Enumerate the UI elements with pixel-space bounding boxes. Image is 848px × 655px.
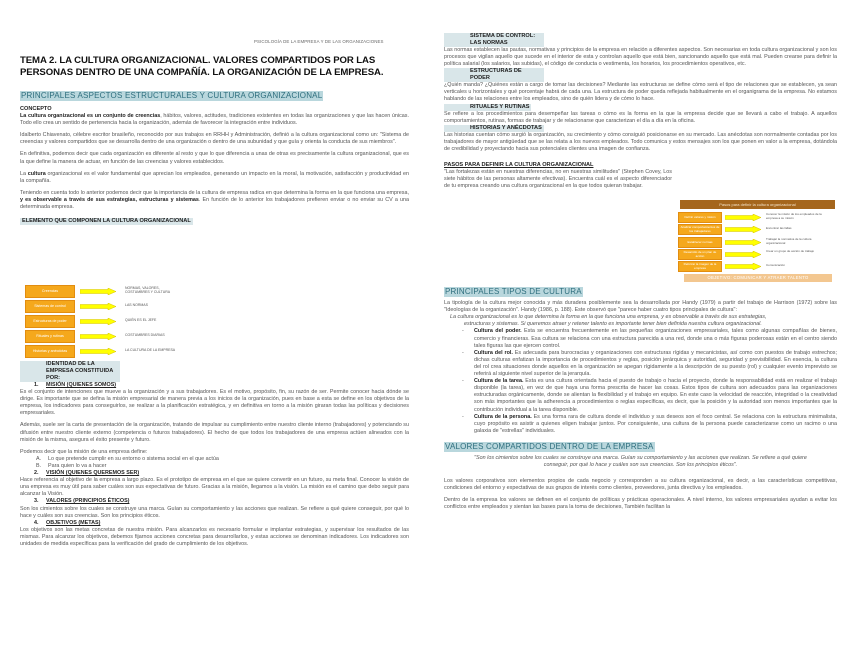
valores-paragraph: Son los cimientos sobre los cuales se construye una marca. Guían su comportamiento y las acciones que realizan. Se refiere a qué quiere conseguir, por qué lo hace y cuáles son sus creencias. Son los principios éticos. (20, 505, 409, 519)
arrow-right-icon (725, 226, 761, 233)
arrow-right-icon (725, 251, 761, 258)
historias-heading: HISTORIAS Y ANÉCDOTAS (444, 125, 544, 132)
historias-paragraph: Las historias cuentan cómo surgió la organización, su crecimiento y cómo consiguió posicionarse en su mercado. Las anécdotas son normalmente contadas por los trabajadores de mayor antigüedad que se las relata a los nuevos empleados. Todo comunica y estos mensajes son los que ponen en valor a la empresa, dotándola de credibilidad y proyectando hacia sus potenciales clientes una imagen de confianza. (444, 131, 837, 152)
arrow-right-icon (725, 239, 761, 246)
vision-heading: 2. VISIÓN (QUIENES QUEREMOS SER) (34, 470, 140, 477)
right-page (254, 0, 848, 655)
arrow-right-icon (725, 263, 761, 270)
objetivos-heading: 4. OBJETIVOS (METAS) (34, 519, 101, 526)
poder-heading: ESTRUCTURAS DE PODER (444, 68, 544, 82)
elements-heading: ELEMENTO QUE COMPONEN LA CULTURA ORGANIZACIONAL (22, 218, 191, 225)
poder-paragraph: ¿Quién manda? ¿Quiénes están a cargo de tomar las decisiones? Mediante las estructuras se define cómo será el tipo de relaciones que se establecen, ya sean verticales u horizontales y qué porcentaje habrá de cada una. La estructura de poder queda reflejada habitualmente en el organigrama de la empresa. No estamos hablando de las relaciones entre los empleados, sino de quién lidera y de cómo lo hace. (444, 82, 837, 103)
mision-heading: 1. MISIÓN (QUIENES SOMOS) (34, 382, 117, 388)
arrow-right-icon (80, 288, 116, 295)
diagram-row (678, 224, 848, 237)
control-paragraph: Las normas establecen las pautas, normativas y principios de la empresa en relación a diferentes aspectos. Son necesarias en toda cultura organizacional y son los procesos que vigilan aquello que sucede en el interior de esta y controlan aquello que está bien, sancionando aquello que está mal. Pueden crearse para definir la política salarial (los salarios, las subidas), el código de conducta o vestimenta, los horarios, los procedimientos operativos, etc. (444, 47, 837, 68)
control-heading: SISTEMA DE CONTROL: LAS NORMAS (444, 33, 544, 47)
tipos-paragraph: La tipología de la cultura mejor conocida y más duradera posiblemente sea la desarrollada por Handy (1979) a partir del trabajo de Harrison (1972) sobre las "Ideologías de la organización". Handy (1986, p. 188). Este observó que "parece haber cuatro tipos principales de cultura": (444, 300, 837, 314)
arrow-right-icon (80, 318, 116, 325)
podemos-paragraph: Podemos decir que la misión de una empresa define: (20, 448, 148, 455)
pasos-diagram-title: Pasos para definir la cultura organizacional (680, 200, 835, 209)
diagram-row (25, 330, 225, 343)
section-heading-valores: VALORES COMPARTIDOS DENTRO DE LA EMPRESA (445, 441, 654, 451)
diagram-box: Creencias (25, 285, 75, 298)
arrow-right-icon (725, 214, 761, 221)
diagram-label: LA CULTURA DE LA EMPRESA (125, 348, 176, 352)
diagram-row (25, 300, 225, 313)
diagram-row (25, 345, 225, 358)
pasos-diagram-footer: OBJETIVO: COMUNICAR Y ATRAER TALENTO (684, 274, 832, 282)
section-heading-aspectos: PRINCIPALES ASPECTOS ESTRUCTURALES Y CULTURA ORGANIZACIONAL (21, 91, 323, 100)
vision-paragraph: Hace referencia al objetivo de la empresa a largo plazo. Es el prototipo de empresa en el que se quiere convertir en un futuro, su meta final. Conocer la visión de una empresa es muy útil para saber cuáles son sus expectativas de futuro. Gracias a la misión, llegamos a la visión. La misión es el camino que debo seguir para alcanzar la Visión. (20, 477, 409, 498)
section-heading-tipos: PRINCIPALES TIPOS DE CULTURA (445, 287, 582, 296)
concepto-paragraph: La cultura organizacional es un conjunto de creencias, hábitos, valores, actitudes, tradiciones existentes en todas las organizaciones y que las hacen únicas. Todo ello crea un sentido de pertenencia hacia la organización, además de favorecer la integración entre individuos. (20, 113, 409, 127)
mision-paragraph-1: Es el conjunto de intenciones que mueve a la organización y a sus trabajadores. Es el motivo, propósito, fin, su razón de ser. Permite conocer hacia dónde se dirige. Es importante que se defina la misión empresarial de manera previa a los inicios de la organización, pues en base a esta se define en los objetivos de la empresa, los indicadores para conseguirlos, se realizar a la planificación estratégica, y en definitiva en torno a la misión giraran todas las políticas y decisiones empresariales. (20, 389, 409, 417)
list-item-cultura-persona: - Cultura de la persona. Es una forma rara de cultura donde el individuo y sus deseos son el foco central. Se relaciona con la estructura minimalista, cuyo propósito es asistir a quienes eligen trabajar juntos. Por consiguiente, una cultura de la persona puede caracterizarse como un racimo o una galaxia de "estrellas" individuales. (444, 414, 837, 435)
diagram-box: Rituales y rutinas (25, 330, 75, 343)
list-item-cultura-rol: - Cultura del rol. Es adecuada para burocracias y organizaciones con estructuras rígidas y mecanicistas, así como con puestos de trabajo estrechos; dichas culturas enfatizan la importancia de procedimientos y reglas, posición jerárquica y autoridad, seguridad y previsibilidad. En esencia, la cultura del rol crea situaciones donde aquellos en la organización se apegan rígidamente a la descripción de su puesto (rol) y cualquier evento imprevisto se referirá al siguiente nivel superior de la jerarquía. (444, 350, 837, 378)
diagram-label: NORMAS, VALORES, COSTUMBRES Y CULTURA (125, 286, 171, 294)
right-column-lower (444, 287, 837, 517)
diagram-box: Historias y anécdotas (25, 345, 75, 358)
running-header: PSICOLOGÍA DE LA EMPRESA Y DE LAS ORGANIZACIONES (254, 39, 384, 44)
rituales-paragraph: Se refiere a los procedimientos para desempeñar las tareas o cómo es la forma en la que la empresa decide que se llevará a cabo el trabajo. A aquellos comportamientos, rutinas, formas de trabajar y de relacionarse que caracterizan el día a día en la oficina. (444, 110, 837, 124)
diagram-label: Encontrar las fallas (766, 226, 792, 230)
diagram-label: Conocer la misión de los empleados de la empresa a su misión (766, 212, 822, 220)
diagram-box: Estructuras de poder (25, 315, 75, 328)
teniendo-paragraph: Teniendo en cuenta todo lo anterior podemos decir que la importancia de la cultura de empresa radica en que determina la forma en la que funciona una empresa, y es observable a través de sus estrategias, estructuras y sistemas. En función de lo anterior los trabajadores prefieren enviar o no enviar su CV a una determinada empresa. (20, 189, 409, 211)
left-column (20, 55, 409, 225)
list-item-cultura-poder: - Cultura del poder. Esta se encuentra frecuentemente en las pequeñas organizaciones empresariales, tales como algunas compañías de bienes, comercio y financieras. Esa cultura se relaciona con una estructura parecida a una red, donde una o más figuras poderosas están en el centro siendo tales figuras las que ejercen control. (444, 328, 837, 349)
pasos-heading: PASOS PARA DEFINIR LA CULTURA ORGANIZACIONAL (444, 162, 594, 169)
diagram-row (678, 261, 848, 274)
rituales-heading: RITUALES Y RUTINAS (444, 104, 544, 111)
arrow-right-icon (80, 348, 116, 355)
mision-paragraph-2: Además, suele ser la carta de presentación de la organización, tratando de impulsar su cumplimiento entre nuestro cliente interno (trabajadores) y potenciando su difusión entre nuestro cliente externo (competencia o futuros trabajadores). El hecho de que todos los trabajadores de una empresa actúen alineados con la misión de la misma, asegura el éxito presente y futuro. (20, 422, 409, 443)
diagram-label: QUIÉN ES EL JEFE (125, 318, 157, 322)
arrow-right-icon (80, 333, 116, 340)
right-column (444, 33, 837, 195)
diagram-box: Sistemas de control (25, 300, 75, 313)
definitiva-paragraph: En definitiva, podemos decir que cada organización es diferente al resto y que lo que diferencia a unas de otras es precisamente la cultura organizacional, que es la que define la manera de actuar, en función de las creencias y valores establecidos. (20, 151, 409, 165)
left-column-lower (20, 361, 409, 553)
diagram-label: COSTUMBRES DIARIAS (125, 333, 165, 337)
arrow-right-icon (80, 303, 116, 310)
pasos-diagram (678, 200, 838, 285)
valores-heading: 3. VALORES (PRINCIPIOS ÉTICOS) (34, 498, 130, 505)
valores-paragraph-1: Los valores corporativos son elementos propios de cada negocio y corresponden a su cultura organizacional, es decir, a las características competitivas, condiciones del entorno y expectativas de sus grupos de interés como clientes, proveedores, junta directiva y los empleados. (444, 478, 837, 492)
list-item: B. Para quien lo va a hacer (36, 462, 107, 469)
diagram-box: Establecer normas (678, 237, 722, 248)
identidad-heading: IDENTIDAD DE LA EMPRESA CONSTITUIDA POR: (20, 361, 120, 382)
diagram-box: Definir valores y misión (678, 212, 722, 223)
list-item: A. Lo que pretende cumplir en su entorno o sistema social en el que actúa (36, 455, 219, 462)
valores-paragraph-2: Dentro de la empresa los valores se definen en el conjunto de políticas y prácticas operacionales. A nivel interno, los valores empresariales ayudan a evitar los conflictos entre empleados y sientan las bases para la toma de decisiones, También facilitan la (444, 497, 837, 511)
valores-quote: "Son los cimientos sobre los cuales se construye una marca. Guían su comportamiento y las acciones que realizan. Se refiere a qué quiere conseguir, por qué lo hace y cuáles son sus creencias. Son los principios éticos". (474, 454, 807, 469)
diagram-label: Trabajar la normativa de la cultura organizacional (766, 237, 812, 245)
objetivos-paragraph: Los objetivos son las metas concretas de nuestra misión. Para alcanzarlos es necesario formular e implantar estrategias, y supervisar los resultados de las mismas. Para alcanzar los objetivos, debemos fijarnos acciones concretas para desarrollarlos, y estas acciones se denominan indicadores. Los indicadores son unidades de medida específicas para la verificación del grado de cumplimiento de los objetivos. (20, 526, 409, 547)
tipos-italic-quote: La cultura organizacional es lo que determina la forma en la que funciona una empresa, y es observable a través de sus estrategias, estructuras y sistemas. Si queremos atraer y retener talento es importante tener bien definida nuestra cultura organizacional. (450, 314, 767, 328)
document-title: TEMA 2. LA CULTURA ORGANIZACIONAL. VALORES COMPARTIDOS POR LAS PERSONAS DENTRO DE UNA COMPAÑÍA. LA ORGANIZACIÓN DE LA EMPRESA. (20, 55, 384, 78)
diagram-label: LAS NORMAS (125, 303, 148, 307)
diagram-box: Analizar comportamientos de los trabajadores (678, 224, 722, 235)
elements-diagram (25, 285, 225, 360)
diagram-row (25, 285, 225, 298)
chiavenato-paragraph: Idalberto Chiavenato, célebre escritor brasileño, reconocido por sus trabajos en RRHH y Administración, definió a la cultura organizacional como un: "Sistema de creencias y valores compartidos que se desarrolla dentro de una organización o dentro de una subunidad y que guía y orienta la conducta de sus miembros". (20, 132, 409, 146)
pasos-paragraph: "Las fortalezas están en nuestras diferencias, no en nuestras similitudes" (Stephen Covey, Los siete hábitos de las personas altamente efectivas). Encuentra cuál es el aspecto diferenciador de tu empresa creando una cultura organizacional en la que todos quieran trabajar. (444, 169, 672, 190)
concepto-heading: CONCEPTO (20, 106, 52, 113)
diagram-label: Crear un grupo de acción de trabajo (766, 249, 815, 253)
diagram-box: Desarrollo de un plan de acción (678, 249, 722, 260)
list-item-cultura-tarea: - Cultura de la tarea. Esta es una cultura orientada hacia el puesto de trabajo o hacia el proyecto, donde la responsabilidad está en realizar el trabajo disponible (la tarea), en vez de que haya una forma prescrita de hacer las cosas. Estos tipos de cultura son adecuados para las organizaciones estructuradas orgánicamente, donde se alientan la flexibilidad y el trabajo en equipo. En este caso la velocidad de reacción, integridad o la creatividad son más importantes que la adherencia a procedimientos o reglas específicas, es decir, que la posición y la autoridad son menos importantes que la contribución individual a la tarea disponible. (444, 378, 837, 413)
cultura-paragraph: La cultura organizacional es el valor fundamental que aprecian los empleados, generando un impacto en la moral, la motivación, satisfacción y productividad en la compañía. (20, 170, 409, 184)
diagram-row (25, 315, 225, 328)
diagram-box: Reforzar la imagen de la empresa (678, 261, 722, 272)
diagram-label: Comunicación (766, 263, 786, 267)
